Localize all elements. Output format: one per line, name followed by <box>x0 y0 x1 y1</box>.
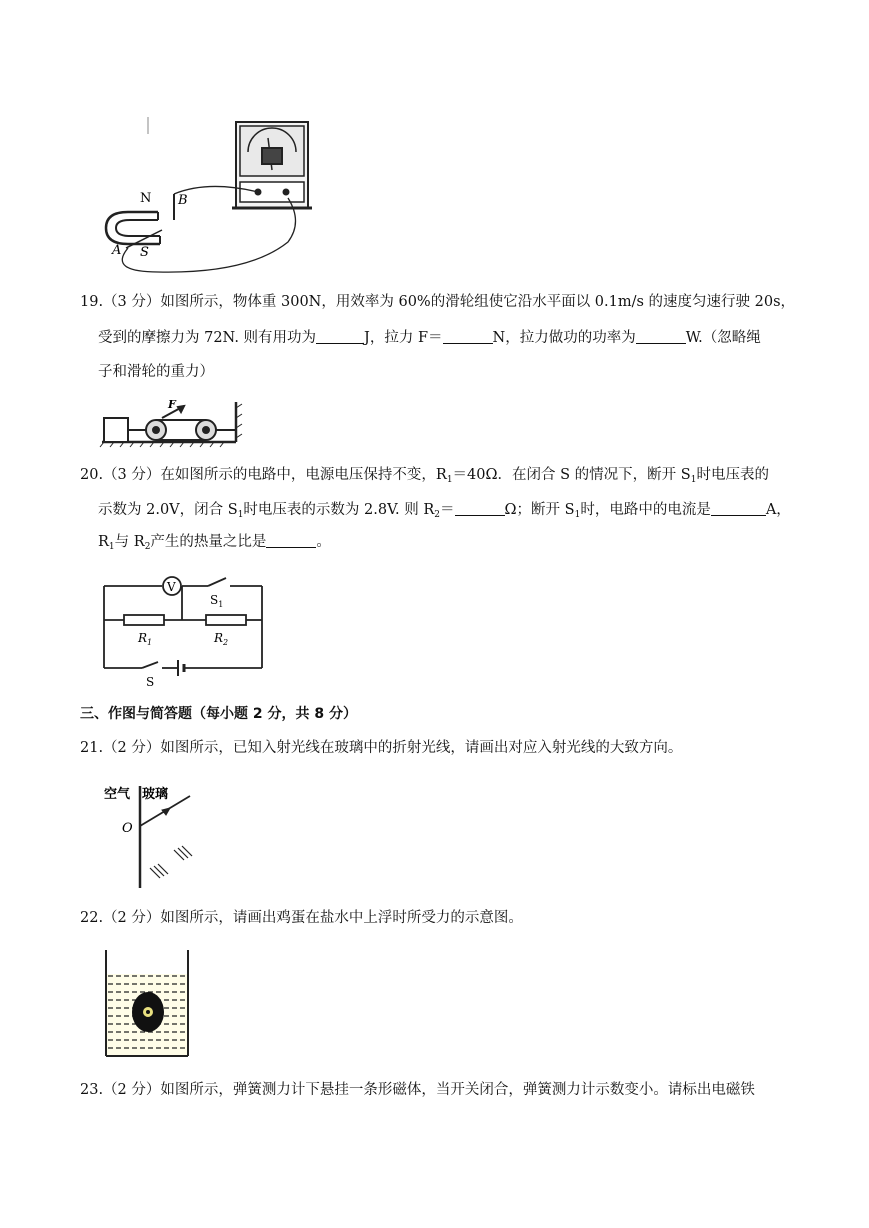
label-n: N <box>140 191 152 206</box>
magnet-galvanometer-figure <box>98 112 323 277</box>
label-s: S <box>140 245 149 260</box>
label-b: B <box>178 193 188 208</box>
q21-text: 21.（2 分）如图所示，已知入射光线在玻璃中的折射光线，请画出对应入射光线的大致方向。 <box>80 740 683 756</box>
q20-line-2: 示数为 2.0V，闭合 $S_1$时电压表的示数为 2.8V. 则 $R_2= \Omega$；断开 $S_1$时，电路中的电流是 A， <box>98 502 791 520</box>
switch-s1-label: $S_1$ <box>210 593 224 609</box>
pulley-figure <box>98 396 248 448</box>
answer-blank[interactable] <box>266 533 316 548</box>
circuit-figure <box>98 568 268 688</box>
r1-label: $R_1$ <box>138 631 153 647</box>
r2-label: $R_2$ <box>214 631 229 647</box>
section-heading: 三、作图与简答题（每小题 2 分，共 8 分） <box>80 706 357 722</box>
q19-line-2: 受到的摩擦力为 72N. 则有用功为 J，拉力 F＝ N，拉力做功的功率为 W.（忽略绳 <box>98 330 761 346</box>
answer-blank[interactable] <box>711 501 766 516</box>
label-glass: 玻璃 <box>142 787 169 802</box>
voltmeter-label: V <box>167 580 176 594</box>
answer-blank[interactable] <box>443 329 493 344</box>
label-air: 空气 <box>104 787 131 802</box>
q19-line-1: 19.（3 分）如图所示，物体重 300N，用效率为 60%的滑轮组使它沿水平面以 0.1m/s 的速度匀速行驶 20s， <box>80 294 796 310</box>
switch-s-label: S <box>146 675 155 688</box>
answer-blank[interactable] <box>316 329 364 344</box>
label-f: F <box>168 398 176 411</box>
q19-line-3: 子和滑轮的重力） <box>98 364 214 380</box>
refraction-figure <box>98 776 208 892</box>
q20-line-3: $R_1$与 $R_2$产生的热量之比是 。 <box>98 534 331 552</box>
egg-in-saltwater-figure <box>98 946 198 1062</box>
q23-text: 23.（2 分）如图所示，弹簧测力计下悬挂一条形磁体，当开关闭合，弹簧测力计示数变小。请标出电磁铁 <box>80 1082 755 1098</box>
q22-text: 22.（2 分）如图所示，请画出鸡蛋在盐水中上浮时所受力的示意图。 <box>80 910 523 926</box>
label-a: A <box>112 243 122 258</box>
label-o: O <box>122 821 133 836</box>
answer-blank[interactable] <box>636 329 686 344</box>
answer-blank[interactable] <box>455 501 505 516</box>
q20-line-1: 20.（3 分）在如图所示的电路中，电源电压保持不变，$R_1=40\Omega$．在闭合 S 的情况下，断开 $S_1$时电压表的 <box>80 467 769 485</box>
